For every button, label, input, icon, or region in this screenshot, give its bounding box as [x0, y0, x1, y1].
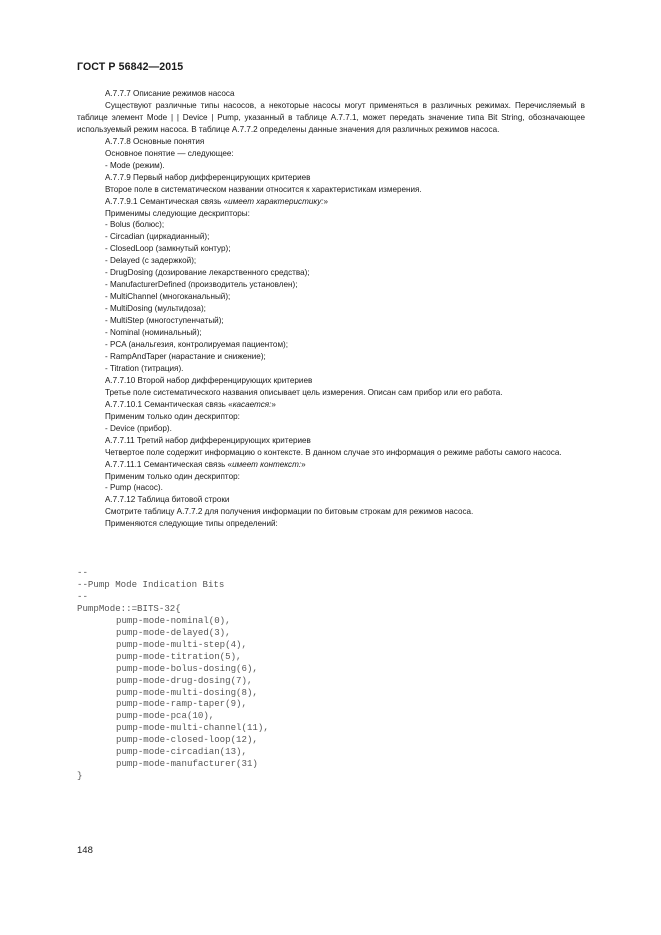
code-line: pump-mode-bolus-dosing(6),	[116, 662, 258, 674]
code-line: pump-mode-ramp-taper(9),	[116, 698, 247, 710]
section-heading-a7712: А.7.7.12 Таблица битовой строки	[105, 495, 230, 505]
heading-text: »	[271, 399, 276, 409]
list-item: - DrugDosing (дозирование лекарственного средства);	[105, 268, 310, 278]
list-item: - ManufacturerDefined (производитель установлен);	[105, 280, 298, 290]
paragraph-see-table: Смотрите таблицу А.7.7.2 для получения информации по битовым строкам для режимов насоса.	[105, 507, 474, 517]
paragraph-pump-modes: Существуют различные типы насосов, а некоторые насосы могут применяться в различных режимах. Перечисляемый в таблице элемент Mode | | Device | Pump, указанный в таблице А.7.7.1, может передать значение типа Bit String, обозначающее используемый режим насоса. В таблице А.7.7.2 определены данные значения для различных режимов насоса.	[77, 100, 585, 134]
list-item-pump: - Pump (насос).	[105, 483, 163, 493]
section-heading-a779: А.7.7.9 Первый набор дифференцирующих критериев	[105, 172, 311, 182]
heading-text: »	[323, 196, 329, 206]
list-item: - Delayed (с задержкой);	[105, 256, 197, 266]
list-item: - Bolus (болюс);	[105, 220, 165, 230]
code-line: PumpMode::=BITS-32{	[77, 602, 181, 614]
paragraph-one-descriptor: Применим только один дескриптор:	[105, 411, 240, 421]
paragraph-definitions-intro: Применяются следующие типы определений:	[105, 519, 278, 529]
list-item-mode: - Mode (режим).	[105, 160, 165, 170]
heading-emphasis: имеет контекст:	[232, 459, 302, 469]
list-item-device: - Device (прибор).	[105, 423, 172, 433]
paragraph-one-descriptor: Применим только один дескриптор:	[105, 471, 240, 481]
document-header: ГОСТ Р 56842—2015	[77, 61, 184, 73]
section-heading-a777: А.7.7.7 Описание режимов насоса	[105, 89, 235, 98]
list-item: - Nominal (номинальный);	[105, 328, 202, 338]
page-number: 148	[77, 845, 93, 856]
code-line: pump-mode-drug-dosing(7),	[116, 674, 253, 686]
code-line: pump-mode-nominal(0),	[116, 614, 231, 626]
section-heading-a77111	[77, 459, 585, 471]
list-item: - ClosedLoop (замкнутый контур);	[105, 244, 231, 254]
list-item: - MultiStep (многоступенчатый);	[105, 316, 224, 326]
code-line: pump-mode-multi-step(4),	[116, 638, 247, 650]
section-heading-a7711: А.7.7.11 Третий набор дифференцирующих критериев	[105, 435, 311, 445]
code-line: pump-mode-manufacturer(31)	[116, 758, 258, 770]
code-line: pump-mode-multi-channel(11),	[116, 722, 269, 734]
list-item: - RampAndTaper (нарастание и снижение);	[105, 351, 266, 361]
heading-text: А.7.7.11.1 Семантическая связь «	[105, 459, 233, 469]
code-line: }	[77, 770, 83, 782]
list-item: - PCA (анальгезия, контролируемая пациентом);	[105, 340, 288, 350]
heading-text: А.7.7.9.1 Семантическая связь «	[105, 196, 229, 206]
code-line: pump-mode-pca(10),	[116, 710, 215, 722]
heading-emphasis: имеет характеристику:	[228, 196, 324, 206]
paragraph-descriptors-intro: Применимы следующие дескрипторы:	[105, 208, 250, 218]
code-line: --Pump Mode Indication Bits	[77, 578, 225, 590]
heading-text: »	[301, 459, 306, 469]
paragraph-basic-concept: Основное понятие — следующее:	[105, 148, 234, 158]
paragraph-third-field: Третье поле систематического названия описывает цель измерения. Описан сам прибор или его работа.	[105, 387, 503, 397]
code-line: pump-mode-circadian(13),	[116, 746, 247, 758]
paragraph-fourth-field: Четвертое поле содержит информацию о контексте. В данном случае это информация о режиме работы самого насоса.	[105, 447, 562, 457]
list-item: - Titration (титрация).	[105, 363, 184, 373]
code-line: pump-mode-multi-dosing(8),	[116, 686, 258, 698]
list-item: - Circadian (циркадианный);	[105, 232, 210, 242]
section-heading-a77101	[77, 399, 585, 411]
heading-emphasis: касается:	[232, 399, 272, 409]
code-line: --	[77, 590, 88, 602]
list-item: - MultiChannel (многоканальный);	[105, 292, 231, 302]
code-line: pump-mode-delayed(3),	[116, 626, 231, 638]
paragraph-second-field: Второе поле в систематическом названии относится к характеристикам измерения.	[105, 184, 422, 194]
heading-text: А.7.7.10.1 Семантическая связь «	[105, 399, 233, 409]
section-heading-a7791	[77, 196, 585, 208]
code-line: --	[77, 567, 88, 578]
code-line: pump-mode-titration(5),	[116, 650, 242, 662]
section-heading-a7710: А.7.7.10 Второй набор дифференцирующих критериев	[105, 375, 313, 385]
code-listing	[77, 567, 269, 782]
document-body	[77, 88, 585, 530]
list-item: - MultiDosing (мультидоза);	[105, 304, 206, 314]
section-heading-a778: А.7.7.8 Основные понятия	[105, 136, 205, 146]
code-line: pump-mode-closed-loop(12),	[116, 734, 258, 746]
